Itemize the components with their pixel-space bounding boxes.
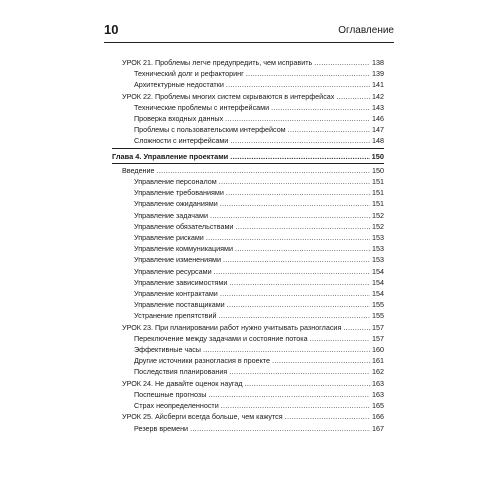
toc-entry-title: Управление зависимостями <box>134 277 228 287</box>
toc-entry-title: Управление изменениями <box>134 255 222 265</box>
running-header: Оглавление <box>338 25 394 36</box>
toc-entry-title: Введение <box>122 165 155 175</box>
toc-entry <box>112 68 384 79</box>
toc-entry <box>112 423 384 434</box>
toc-entry-page: 152 <box>372 221 384 231</box>
toc-leader-dots <box>208 389 370 400</box>
toc-entry <box>112 333 384 344</box>
toc-entry <box>112 198 384 209</box>
toc-entry-page: 154 <box>372 266 384 276</box>
toc-entry-title: Управление коммуникациями <box>134 244 233 254</box>
toc-entry <box>112 221 384 232</box>
toc-leader-dots <box>229 277 370 288</box>
toc-entry-title: Страх неопределенности <box>134 401 219 411</box>
toc-entry-page: 150 <box>372 165 384 175</box>
toc-entry-page: 143 <box>372 102 384 112</box>
toc-entry <box>112 165 384 176</box>
toc-entry <box>112 378 384 389</box>
toc-entry-page: 147 <box>372 125 384 135</box>
toc-leader-dots <box>226 79 370 90</box>
toc-leader-dots <box>271 102 370 113</box>
toc-leader-dots <box>230 151 369 162</box>
toc-entry-title: Эффективные часы <box>134 345 201 355</box>
toc-entry <box>112 102 384 113</box>
toc-entry-page: 146 <box>372 114 384 124</box>
toc-entry <box>112 366 384 377</box>
toc-entry-page: 141 <box>372 80 384 90</box>
toc-leader-dots <box>157 165 370 176</box>
toc-entry-page: 139 <box>372 69 384 79</box>
page-number: 10 <box>104 22 119 37</box>
toc-entry-title: Резерв времени <box>134 423 189 433</box>
toc-entry <box>112 355 384 366</box>
toc-entry-page: 148 <box>372 136 384 146</box>
toc-entry-title: Управление поставщиками <box>134 300 225 310</box>
toc-entry <box>112 411 384 422</box>
toc-entry-page: 163 <box>372 378 384 388</box>
toc-entry-page: 138 <box>372 58 384 67</box>
toc-leader-dots <box>285 411 370 422</box>
toc-leader-dots <box>235 221 370 232</box>
toc-entry-title: Поспешные прогнозы <box>134 389 207 399</box>
toc-leader-dots <box>210 210 370 221</box>
toc-entry <box>112 400 384 411</box>
toc-entry-title: Управление персоналом <box>134 177 217 187</box>
toc-entry <box>112 232 384 243</box>
toc-leader-dots <box>220 198 370 209</box>
toc-entry-page: 153 <box>372 233 384 243</box>
toc-leader-dots <box>226 187 370 198</box>
toc-entry-title: Технический долг и рефакторинг <box>134 69 244 79</box>
toc-leader-dots <box>203 344 370 355</box>
toc-entry-page: 155 <box>372 300 384 310</box>
toc-entry-page: 153 <box>372 244 384 254</box>
toc-leader-dots <box>230 135 370 146</box>
toc-entry <box>112 113 384 124</box>
toc-entry-title: Устранение препятствий <box>134 311 217 321</box>
toc-entry-page: 154 <box>372 289 384 299</box>
toc-entry-title: Управление ожиданиями <box>134 199 218 209</box>
toc-entry <box>112 344 384 355</box>
toc-entry-title: Управление требованиями <box>134 188 224 198</box>
toc-entry-title: УРОК 25. Айсберги всегда больше, чем кажутся <box>122 412 283 422</box>
toc-entry-page: 154 <box>372 277 384 287</box>
toc-entry-page: 151 <box>372 199 384 209</box>
toc-entry-page: 162 <box>372 367 384 377</box>
toc-entry-page: 150 <box>371 151 384 161</box>
toc-entry-page: 157 <box>372 322 384 332</box>
toc-entry-title: Глава 4. Управление проектами <box>112 151 229 161</box>
toc-chapter-entry <box>112 151 384 162</box>
toc-entry-title: Переключение между задачами и состояние потока <box>134 333 308 343</box>
toc-entry-title: Другие источники разногласия в проекте <box>134 356 271 366</box>
toc-leader-dots <box>225 113 370 124</box>
toc-entry <box>112 288 384 299</box>
toc-entry <box>112 135 384 146</box>
toc-leader-dots <box>343 322 370 333</box>
toc-entry-page: 151 <box>372 177 384 187</box>
toc-leader-dots <box>214 266 370 277</box>
toc-entry-page: 152 <box>372 210 384 220</box>
toc-leader-dots <box>272 355 370 366</box>
toc-leader-dots <box>336 91 370 102</box>
toc-entry-title: Управление задачами <box>134 210 208 220</box>
toc-leader-dots <box>229 366 370 377</box>
toc-entry-page: 163 <box>372 389 384 399</box>
toc-entry-page: 155 <box>372 311 384 321</box>
toc-entry-page: 142 <box>372 91 384 101</box>
toc-entry <box>112 266 384 277</box>
toc-leader-dots <box>314 57 370 68</box>
toc-entry <box>112 79 384 90</box>
toc-entry-page: 161 <box>372 356 384 366</box>
toc-entry <box>112 91 384 102</box>
toc-entry-title: Проверка входных данных <box>134 114 224 124</box>
toc-leader-dots <box>223 254 370 265</box>
toc-leader-dots <box>219 310 370 321</box>
toc-entry <box>112 254 384 265</box>
toc-leader-dots <box>227 299 370 310</box>
toc-leader-dots <box>310 333 370 344</box>
toc-entry-title: Архитектурные недостатки <box>134 80 224 90</box>
toc-entry-title: Управление рисками <box>134 233 204 243</box>
toc-entry-page: 165 <box>372 401 384 411</box>
table-of-contents <box>112 57 384 434</box>
toc-entry-title: УРОК 23. При планировании работ нужно учитывать разногласия <box>122 322 342 332</box>
toc-entry <box>112 187 384 198</box>
toc-entry <box>112 176 384 187</box>
toc-entry <box>112 124 384 135</box>
toc-entry-title: УРОК 24. Не давайте оценок наугад <box>122 378 243 388</box>
toc-leader-dots <box>221 400 370 411</box>
toc-entry <box>112 210 384 221</box>
toc-entry-title: Последствия планирования <box>134 367 228 377</box>
toc-entry <box>112 310 384 321</box>
toc-leader-dots <box>206 232 370 243</box>
toc-entry-page: 153 <box>372 255 384 265</box>
toc-entry-title: Технические проблемы с интерфейсами <box>134 102 270 112</box>
toc-entry <box>112 299 384 310</box>
toc-entry <box>112 277 384 288</box>
toc-entry-title: Управление контрактами <box>134 289 218 299</box>
toc-leader-dots <box>245 378 370 389</box>
toc-entry-page: 167 <box>372 423 384 433</box>
toc-entry <box>112 57 384 68</box>
header-rule <box>104 42 394 43</box>
toc-leader-dots <box>235 243 370 254</box>
toc-leader-dots <box>190 423 370 434</box>
toc-entry-title: Управление ресурсами <box>134 266 212 276</box>
toc-entry-title: Проблемы с пользовательским интерфейсом <box>134 125 286 135</box>
toc-entry <box>112 243 384 254</box>
toc-entry-page: 166 <box>372 412 384 422</box>
toc-entry-title: УРОК 22. Проблемы многих систем скрываются в интерфейсах <box>122 91 335 101</box>
toc-entry-page: 157 <box>372 333 384 343</box>
toc-entry <box>112 389 384 400</box>
toc-leader-dots <box>246 68 370 79</box>
toc-leader-dots <box>219 176 370 187</box>
toc-leader-dots <box>220 288 370 299</box>
toc-entry-title: Сложности с интерфейсами <box>134 136 229 146</box>
toc-entry-title: УРОК 21. Проблемы легче предупредить, чем исправить <box>122 58 313 67</box>
toc-entry-page: 160 <box>372 345 384 355</box>
toc-entry-title: Управление обязательствами <box>134 221 234 231</box>
toc-entry <box>112 322 384 333</box>
toc-leader-dots <box>288 124 370 135</box>
toc-entry-page: 151 <box>372 188 384 198</box>
